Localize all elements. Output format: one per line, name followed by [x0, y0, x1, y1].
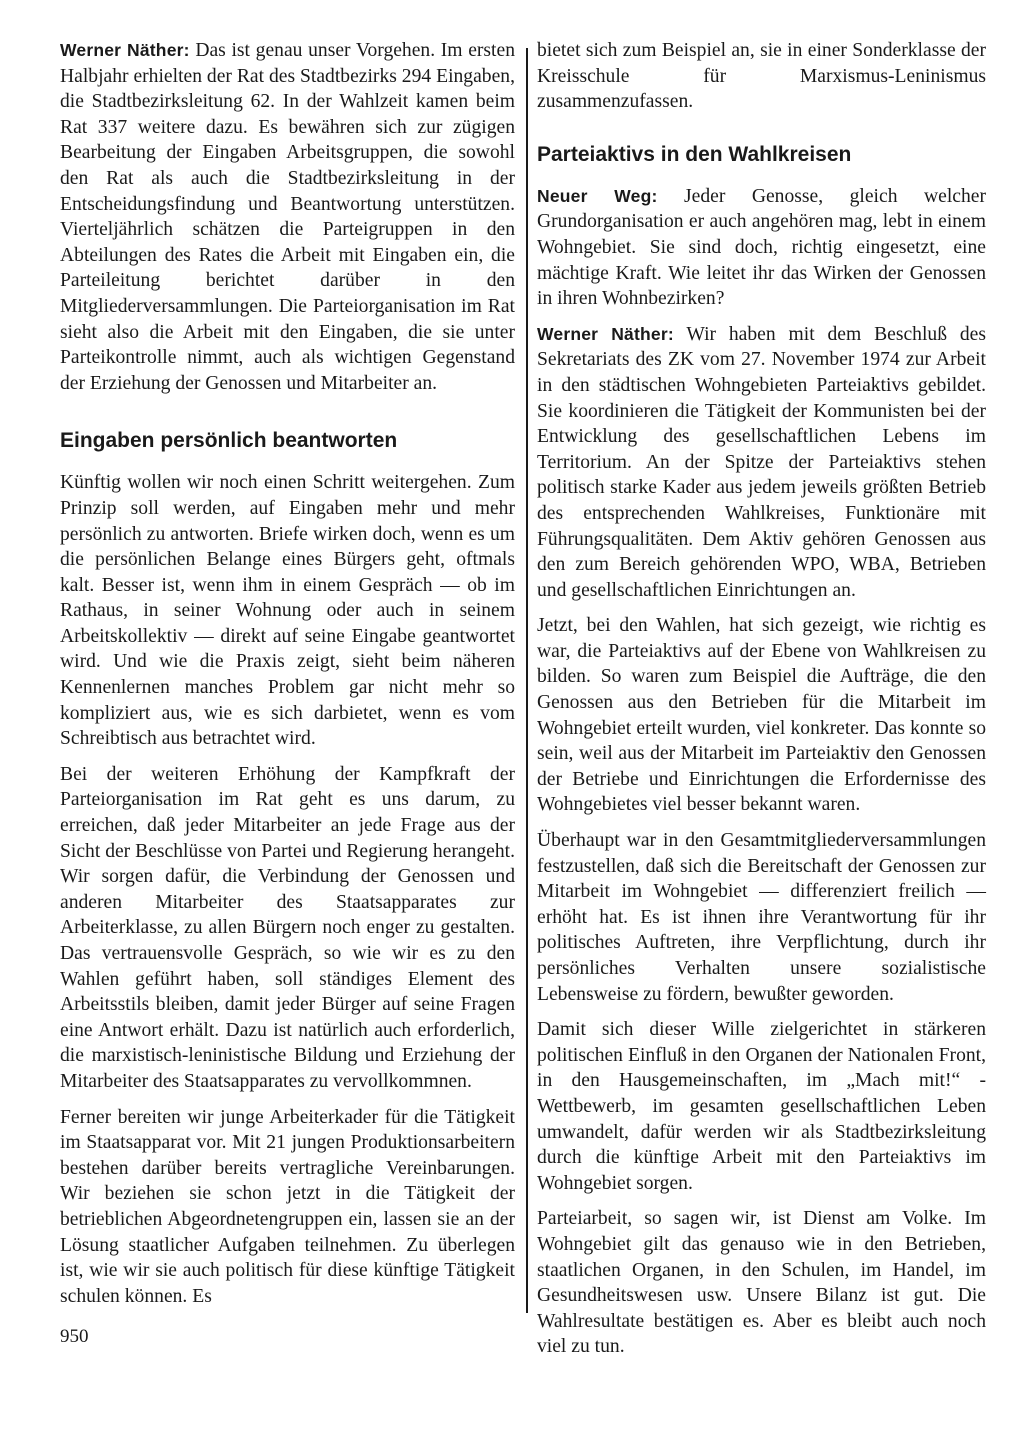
right-column: [537, 38, 986, 1370]
section-heading-eingaben: Eingaben persönlich beantworten: [60, 429, 398, 453]
speaker-label: Werner Näther:: [60, 40, 190, 60]
answer-text: Das ist genau unser Vorgehen. Im ersten Halbjahr erhielten der Rat des Stadtbezirks 294 Eingaben, die Stadtbezirksleitung 62. In der Wahlzeit kamen beim Rat 337 weitere dazu. Es bewähren sich zur zügigen Bearbeitung der Eingaben Arbeitsgruppen, die sowohl den Rat als auch die Stadtbezirksleitung in der Entscheidungsfindung und Beantwortung unterstützen. Vierteljährlich schätzen die Parteigruppen in den Abteilungen des Rates die Arbeit mit Eingaben ein, die Parteileitung berichtet darüber in den Mitgliederversammlungen. Die Parteiorganisation im Rat sieht also die Arbeit mit den Eingaben, die sie unter Parteikontrolle nimmt, auch als wichtigen Gegenstand der Erziehung der Genossen und Mitarbeiter an.: [60, 40, 515, 394]
page-number: 950: [60, 1326, 89, 1347]
left-column: [60, 38, 515, 1319]
paragraph: Bei der weiteren Erhöhung der Kampfkraft der Parteiorganisation im Rat geht es uns darum, zu erreichen, daß jeder Mitarbeiter an jede Frage aus der Sicht der Beschlüsse von Partei und Regierung herangeht. Wir sorgen dafür, die Verbindung der Genossen und anderen Mitarbeiter des Staatsapparates zur Arbeiterklasse, zu allen Bürgern noch enger zu gestalten. Das vertrauensvolle Gespräch, so wie wir es zu den Wahlen geführt haben, soll ständiges Element des Arbeitsstils bleiben, damit jeder Bürger auf seine Fragen eine Antwort erhält. Dazu ist natürlich auch erforderlich, die marxistisch-leninistische Bildung und Erziehung der Mitarbeiter des Staatsapparates zu vervollkommnen.: [60, 763, 515, 1092]
paragraph: Parteiarbeit, so sagen wir, ist Dienst am Volke. Im Wohngebiet gilt das genauso wie in den Betrieben, staatlichen Organen, in den Schulen, im Handel, im Gesundheitswesen usw. Unsere Bilanz ist gut. Die Wahlresultate bestätigen es. Aber es bleibt auch noch viel zu tun.: [537, 1208, 986, 1358]
column-divider: [526, 48, 528, 1313]
question-text: Jeder Genosse, gleich welcher Grundorganisation er auch angehören mag, lebt in einem Wohngebiet. Sie sind doch, richtig eingesetzt, eine mächtige Kraft. Wie leitet ihr das Wirken der Genossen in ihren Wohnbezirken?: [537, 185, 986, 310]
speaker-label: Werner Näther:: [537, 323, 674, 344]
section-heading-parteiaktivs: Parteiaktivs in den Wahlkreisen: [537, 142, 852, 166]
paragraph: Künftig wollen wir noch einen Schritt weitergehen. Zum Prinzip soll werden, auf Eingaben mehr und mehr persönlich zu antworten. Briefe wirken doch, wenn es um die persönlichen Belange eines Bürgers geht, oftmals kalt. Besser ist, wenn ihm in einem Gespräch — ob im Rathaus, in seiner Wohnung oder auch in seinem Arbeitskollektiv — direkt auf seine Eingabe geantwortet wird. Und wie die Praxis zeigt, sieht beim näheren Kennenlernen manches Problem gar nicht mehr so kompliziert aus, wie es sich darbietet, wenn es vom Schreibtisch aus betrachtet wird.: [60, 472, 515, 750]
paragraph: Jetzt, bei den Wahlen, hat sich gezeigt, wie richtig es war, die Parteiaktivs auf der Ebene von Wahlkreisen zu bilden. So waren zum Beispiel die Aufträge, die den Genossen aus den Betrieben für die Mitarbeit im Wohngebiet erteilt wurden, viel konkreter. Das konnte so sein, weil aus der Mitarbeit im Parteiaktiv den Genossen der Betriebe und Einrichtungen die Erfordernisse des Wohngebietes viel besser bekannt waren.: [537, 615, 986, 816]
paragraph-interview-answer: [537, 322, 986, 604]
paragraph: Damit sich dieser Wille zielgerichtet in stärkeren politischen Einfluß in den Organen der Nationalen Front, in den Hausgemeinschaften, im „Mach mit!“ - Wettbewerb, im gesamten gesellschaftlichen Leben umwandelt, dafür werden wir als Stadtbezirksleitung durch die künftige Arbeit mit den Parteiaktivs im Wohngebiet sorgen.: [537, 1019, 986, 1194]
paragraph-interview-answer: [60, 38, 515, 396]
paragraph-continuation: bietet sich zum Beispiel an, sie in einer Sonderklasse der Kreisschule für Marxismus-Leninismus zusammenzufassen.: [537, 40, 986, 113]
paragraph: Ferner bereiten wir junge Arbeiterkader für die Tätigkeit im Staatsapparat vor. Mit 21 jungen Produktionsarbeitern bestehen darüber bereits vertragliche Vereinbarungen. Wir beziehen sie schon jetzt in die Tätigkeit der betrieblichen Abgeordnetengruppen ein, lassen sie an der Lösung staatlicher Aufgaben teilnehmen. Zu überlegen ist, wie wir sie auch politisch für diese künftige Tätigkeit schulen können. Es: [60, 1106, 515, 1307]
paragraph-interview-question: [537, 184, 986, 312]
speaker-label: Neuer Weg:: [537, 185, 658, 206]
paragraph: Überhaupt war in den Gesamtmitgliederversammlungen festzustellen, daß sich die Bereitschaft der Genossen zur Mitarbeit im Wohngebiet — differenziert freilich — erhöht hat. Es ist ihnen ihre Verantwortung für ihr politisches Auftreten, ihre Verpflichtung, durch ihr persönliches Verhalten unsere sozialistische Lebensweise zu fördern, bewußter geworden.: [537, 830, 986, 1005]
answer-text: Wir haben mit dem Beschluß des Sekretariats des ZK vom 27. November 1974 zur Arbeit in den städtischen Wohngebieten Parteiaktivs gebildet. Sie koordinieren die Tätigkeit der Kommunisten bei der Entwicklung des gesellschaftlichen Lebens im Territorium. An der Spitze der Parteiaktivs stehen politisch starke Kader aus jedem jeweils größten Betrieb des entsprechenden Wahlkreises, Funktionäre mit Führungsqualitäten. Dem Aktiv gehören Genossen aus den zum Bereich gehörenden WPO, WBA, Betrieben und gesellschaftlichen Einrichtungen an.: [537, 323, 986, 601]
